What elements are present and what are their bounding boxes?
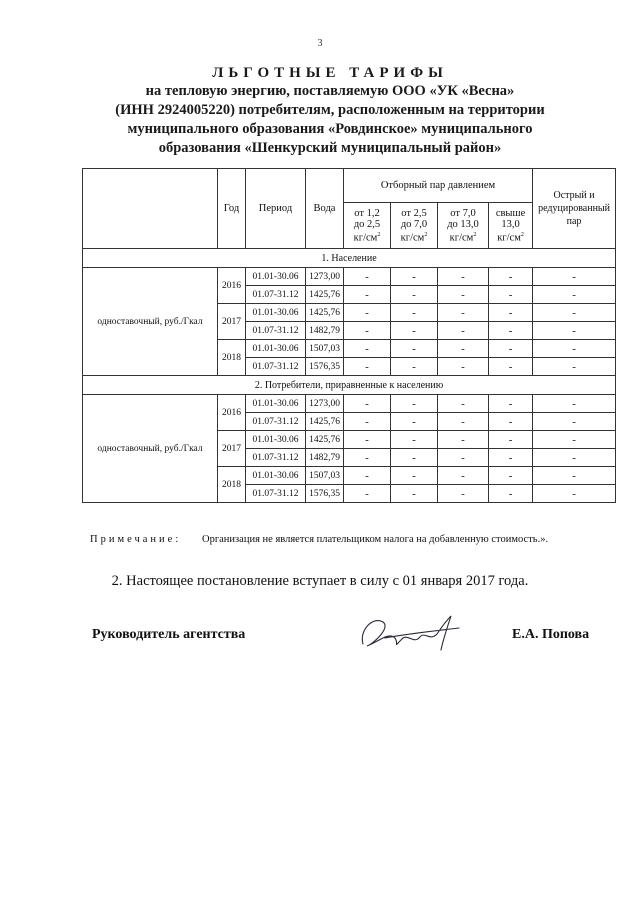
empty-value-cell: -: [533, 485, 616, 503]
year-cell: 2016: [218, 395, 246, 431]
tariffs-body: [83, 249, 616, 503]
period-cell: 01.01-30.06: [246, 304, 306, 322]
empty-value-cell: -: [344, 467, 391, 485]
section-title: 1. Население: [83, 249, 616, 268]
empty-value-cell: -: [438, 268, 489, 286]
empty-value-cell: -: [533, 467, 616, 485]
header-steam-sub: от 7,0 до 13,0 $кг/см^2$: [438, 203, 489, 249]
header-period: Период: [246, 169, 306, 249]
empty-value-cell: -: [489, 340, 533, 358]
handwritten-signature: [355, 610, 465, 658]
empty-value-cell: -: [489, 395, 533, 413]
empty-value-cell: -: [438, 286, 489, 304]
empty-value-cell: -: [489, 322, 533, 340]
empty-value-cell: -: [391, 286, 438, 304]
water-cell: 1576,35: [306, 485, 344, 503]
note-text: Организация не является плательщиком налога на добавленную стоимость.».: [202, 534, 549, 545]
empty-value-cell: -: [533, 304, 616, 322]
empty-value-cell: -: [438, 413, 489, 431]
category-cell: одноставочный, руб./Гкал: [83, 268, 218, 376]
empty-value-cell: -: [533, 322, 616, 340]
year-cell: 2017: [218, 431, 246, 467]
header-steam: Отборный пар давлением: [344, 169, 533, 203]
empty-value-cell: -: [438, 322, 489, 340]
empty-value-cell: -: [391, 395, 438, 413]
section-title-row: [83, 376, 616, 395]
note: [90, 532, 595, 547]
empty-value-cell: -: [344, 413, 391, 431]
period-cell: 01.01-30.06: [246, 431, 306, 449]
signatory-name: Е.А. Попова: [512, 627, 590, 642]
period-cell: 01.07-31.12: [246, 286, 306, 304]
signatory-position: Руководитель агентства: [92, 627, 246, 642]
note-label: Примечание:: [90, 534, 182, 545]
title-line: муниципального образования «Ровдинское» муниципального: [127, 121, 533, 137]
section-title: 2. Потребители, приравненные к населению: [83, 376, 616, 395]
empty-value-cell: -: [391, 467, 438, 485]
period-cell: 01.01-30.06: [246, 467, 306, 485]
empty-value-cell: -: [391, 449, 438, 467]
table-row: [83, 395, 616, 413]
year-cell: 2018: [218, 340, 246, 376]
empty-value-cell: -: [391, 322, 438, 340]
title-line: (ИНН 2924005220) потребителям, расположенным на территории: [115, 102, 545, 118]
empty-value-cell: -: [344, 358, 391, 376]
water-cell: 1507,03: [306, 340, 344, 358]
empty-value-cell: -: [391, 304, 438, 322]
period-cell: 01.07-31.12: [246, 485, 306, 503]
title-heading: ЛЬГОТНЫЕ ТАРИФЫ: [212, 65, 448, 81]
empty-value-cell: -: [391, 358, 438, 376]
water-cell: 1425,76: [306, 431, 344, 449]
empty-value-cell: -: [489, 286, 533, 304]
empty-value-cell: -: [438, 340, 489, 358]
year-cell: 2018: [218, 467, 246, 503]
empty-value-cell: -: [489, 413, 533, 431]
empty-value-cell: -: [438, 304, 489, 322]
water-cell: 1507,03: [306, 467, 344, 485]
empty-value-cell: -: [344, 268, 391, 286]
document-title: [60, 64, 600, 158]
empty-value-cell: -: [533, 268, 616, 286]
empty-value-cell: -: [533, 286, 616, 304]
empty-value-cell: -: [533, 449, 616, 467]
empty-value-cell: -: [344, 395, 391, 413]
empty-value-cell: -: [344, 340, 391, 358]
water-cell: 1425,76: [306, 304, 344, 322]
empty-value-cell: -: [344, 304, 391, 322]
empty-value-cell: -: [391, 268, 438, 286]
water-cell: 1576,35: [306, 358, 344, 376]
water-cell: 1425,76: [306, 286, 344, 304]
empty-value-cell: -: [344, 286, 391, 304]
table-row: [83, 268, 616, 286]
empty-value-cell: -: [438, 485, 489, 503]
empty-value-cell: -: [438, 431, 489, 449]
year-cell: 2017: [218, 304, 246, 340]
empty-value-cell: -: [438, 358, 489, 376]
period-cell: 01.01-30.06: [246, 340, 306, 358]
section-title-row: [83, 249, 616, 268]
period-cell: 01.07-31.12: [246, 413, 306, 431]
empty-value-cell: -: [438, 449, 489, 467]
empty-value-cell: -: [438, 467, 489, 485]
header-category: [83, 169, 218, 249]
empty-value-cell: -: [489, 449, 533, 467]
empty-value-cell: -: [489, 431, 533, 449]
empty-value-cell: -: [489, 304, 533, 322]
header-water: Вода: [306, 169, 344, 249]
empty-value-cell: -: [533, 413, 616, 431]
empty-value-cell: -: [344, 449, 391, 467]
header-year: Год: [218, 169, 246, 249]
empty-value-cell: -: [489, 485, 533, 503]
header-steam-sub: от 2,5 до 7,0 $кг/см^2$: [391, 203, 438, 249]
empty-value-cell: -: [533, 395, 616, 413]
period-cell: 01.07-31.12: [246, 449, 306, 467]
empty-value-cell: -: [344, 431, 391, 449]
period-cell: 01.07-31.12: [246, 358, 306, 376]
water-cell: 1482,79: [306, 322, 344, 340]
water-cell: 1273,00: [306, 395, 344, 413]
header-sharp-steam: Острый и редуцированный пар: [533, 169, 616, 249]
empty-value-cell: -: [489, 268, 533, 286]
water-cell: 1273,00: [306, 268, 344, 286]
period-cell: 01.01-30.06: [246, 268, 306, 286]
empty-value-cell: -: [489, 358, 533, 376]
empty-value-cell: -: [533, 340, 616, 358]
header-steam-sub: от 1,2 до 2,5 $кг/см^2$: [344, 203, 391, 249]
category-cell: одноставочный, руб./Гкал: [83, 395, 218, 503]
page-number: 3: [317, 38, 323, 49]
empty-value-cell: -: [391, 485, 438, 503]
decree-text: 2. Настоящее постановление вступает в силу с 01 января 2017 года.: [111, 573, 529, 589]
tariffs-table: [82, 168, 616, 503]
water-cell: 1482,79: [306, 449, 344, 467]
empty-value-cell: -: [533, 431, 616, 449]
empty-value-cell: -: [391, 340, 438, 358]
water-cell: 1425,76: [306, 413, 344, 431]
empty-value-cell: -: [344, 485, 391, 503]
empty-value-cell: -: [391, 413, 438, 431]
title-line: образования «Шенкурский муниципальный район»: [158, 140, 502, 156]
empty-value-cell: -: [533, 358, 616, 376]
period-cell: 01.07-31.12: [246, 322, 306, 340]
title-line: на тепловую энергию, поставляемую ООО «УК «Весна»: [145, 83, 515, 99]
period-cell: 01.01-30.06: [246, 395, 306, 413]
year-cell: 2016: [218, 268, 246, 304]
empty-value-cell: -: [391, 431, 438, 449]
empty-value-cell: -: [489, 467, 533, 485]
header-steam-sub: свыше 13,0 $кг/см^2$: [489, 203, 533, 249]
empty-value-cell: -: [438, 395, 489, 413]
empty-value-cell: -: [344, 322, 391, 340]
